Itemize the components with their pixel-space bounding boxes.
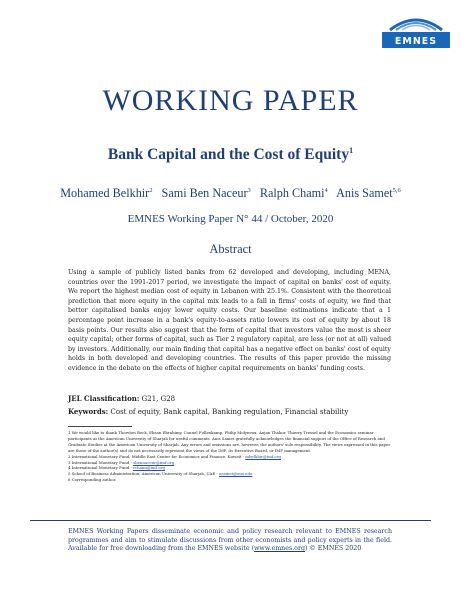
- footnote-4-text: 4 International Monetary Fund -: [68, 465, 134, 471]
- footnote-2-text: 2 International Monetary Fund, Middle East Center for Economics and Finance, Kuwait -: [68, 453, 246, 459]
- website-link[interactable]: www.emnes.org: [254, 545, 306, 553]
- author-name: Anis Samet: [336, 186, 393, 200]
- author-footnote-mark: 5,6: [392, 186, 401, 194]
- logo-wordmark: EMNES: [394, 36, 438, 47]
- footer-note: [68, 528, 392, 554]
- working-paper-label: WORKING PAPER: [102, 84, 359, 117]
- footer-divider: [30, 520, 431, 521]
- abstract-body: Using a sample of publicly listed banks from 62 developed and developing, including MENA, countries over the 1991-2017 period, we investigate the impact of capital on banks' cost of equity. We report the highest median cost of equity in Lebanon with 25.1%. Consistent with the theoretical prediction that more equity in the capital mix leads to a fall in firms' costs of equity, we find that better capitalised banks enjoy lower equity costs. Our baseline estimations indicate that a 1 percentage point increase in a bank's equity-to-assets ratio lowers its cost of equity by about 18 basis points. Our results also suggest that the form of capital that investors value the most is sheer equity capital; other forms of capital, such as Tier 2 regulatory capital, are less (or not at all) valued by investors. Additionally, our main finding that capital has a negative effect on banks' cost of equity holds in both developed and developing countries. The results of this paper provide the missing evidence in the debate on the effects of higher capital requirements on banks' funding costs.: [68, 269, 391, 372]
- title-footnote-mark: 1: [349, 146, 354, 155]
- email-link[interactable]: sbennaceur@imf.org: [133, 459, 175, 465]
- footnote-3-text: 3 International Monetary Fund -: [68, 459, 134, 465]
- jel-label: JEL Classification:: [68, 394, 140, 403]
- author-name: Ralph Chami: [259, 186, 325, 200]
- paper-title: [0, 146, 461, 164]
- jel-value: G21, G28: [141, 395, 176, 403]
- footnote-divider: [68, 426, 132, 427]
- footer-text: EMNES Working Papers disseminate economic and policy research relevant to EMNES research programmes and aim to stimulate discussions from other economists and policy experts in the field. Available for free downloading from the EMNES website (: [68, 528, 392, 553]
- footnote-5-text: 5 School of Business Administration, American University of Sharjah, UAE -: [68, 471, 219, 477]
- author-footnote-mark: 3: [247, 186, 251, 194]
- emnes-logo: [380, 8, 452, 52]
- paper-title-text: Bank Capital and the Cost of Equity: [107, 146, 350, 164]
- author-name: Mohamed Belkhir: [60, 186, 150, 200]
- working-paper-number: EMNES Working Paper N° 44 / October, 2020: [127, 213, 334, 225]
- footnote-1: 1 We would like to thank Thorsten Beck, Ehsan Ebrahimy, Connel Fullenkamp, Philip Molyneux, Anjan Thakor, Thierry Tressel and the Economics seminar participants at the American University of Sharjah for useful comments. Anis Samet gratefully acknowledges the financial support of the Office of Research and Graduate Studies at the American University of Sharjah. Any errors and omissions are, however, the authors' sole responsibility. The views expressed in this paper are those of the author(s) and do not necessarily represent the views of the IMF, its Executive Board, or IMF management.: [68, 430, 391, 453]
- author-name: Sami Ben Naceur: [161, 186, 248, 200]
- footer-copyright: ) © EMNES 2020: [305, 545, 362, 553]
- footnote-6: 6 Corresponding author.: [68, 477, 117, 483]
- footnotes: [68, 430, 393, 483]
- author-footnote-mark: 4: [324, 186, 328, 194]
- keywords-value: Cost of equity, Bank capital, Banking regulation, Financial stability: [110, 408, 349, 416]
- email-link[interactable]: asamet@aus.edu: [219, 471, 253, 477]
- keywords: [68, 407, 398, 416]
- abstract-heading: Abstract: [209, 242, 252, 256]
- author-list: [0, 186, 461, 201]
- email-link[interactable]: rchami@imf.org: [133, 465, 165, 471]
- author-footnote-mark: 2: [149, 186, 153, 194]
- keywords-label: Keywords:: [68, 407, 109, 416]
- jel-classification: [68, 394, 398, 403]
- email-link[interactable]: mbelkhir@imf.org: [245, 453, 281, 459]
